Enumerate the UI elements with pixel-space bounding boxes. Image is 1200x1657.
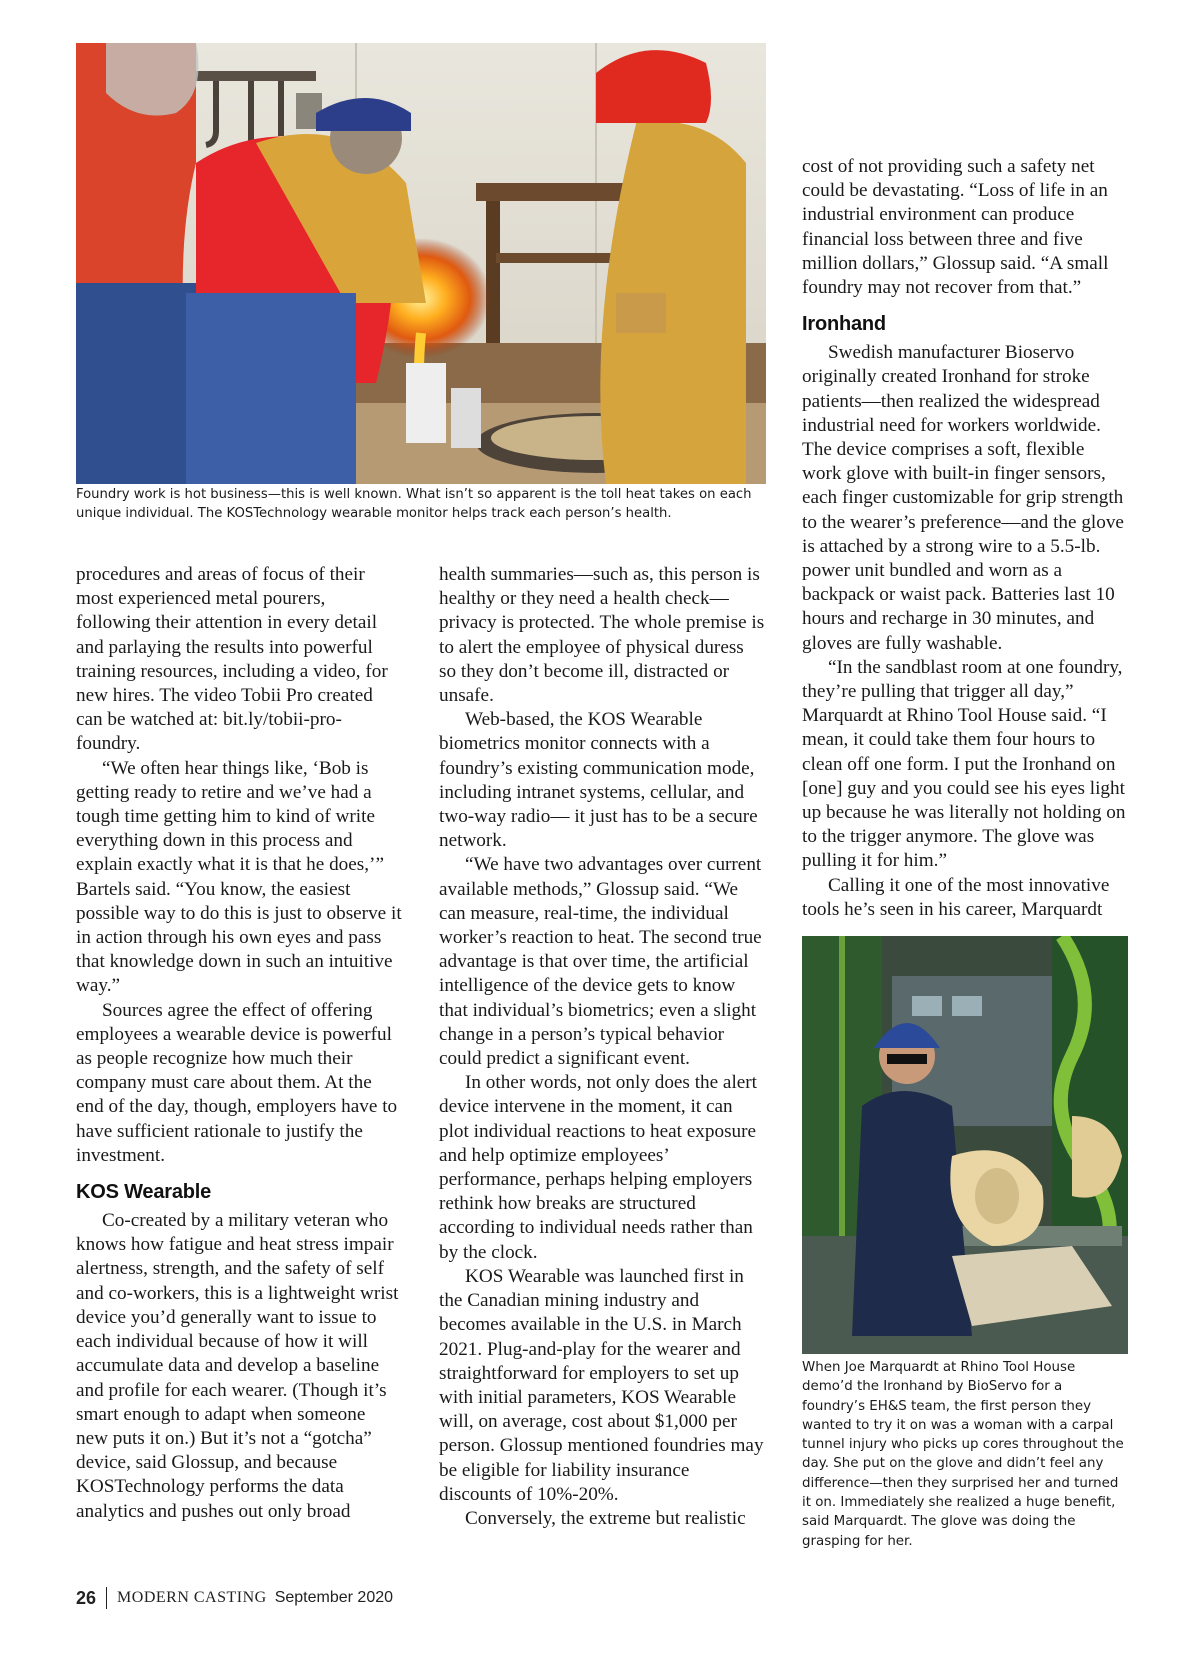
footer-divider <box>106 1587 107 1609</box>
paragraph: Calling it one of the most innovative tools he’s seen in his career, Marquardt <box>802 874 1110 920</box>
paragraph: Swedish manufacturer Bioservo originally created Ironhand for stroke patients—then realized the widespread industrial need for workers worldwide. The device comprises a soft, flexible work glove with built-in finger sensors, each finger customizable for grip strength to the wearer’s preference—and the glove is attached by a strong wire to a 5.5-lb. power unit bundled and worn as a backpack or waist pack. Batteries last 10 hours and recharge in 30 minutes, and gloves are fully washable. <box>802 342 1124 654</box>
paragraph: “In the sandblast room at one foundry, they’re pulling that trigger all day,” Marquardt at Rhino Tool House said. “I mean, it could take them four hours to clean off one form. I put the Ironhand on [one] guy and you could see his eyes light up because he was literally not holding on to the trigger anymore. The glove was pulling it for him.” <box>802 656 1126 872</box>
top-photo-caption: Foundry work is hot business—this is well known. What isn’t so apparent is the toll heat takes on each unique individual. The KOSTechnology wearable monitor helps track each person’s health. <box>76 487 752 521</box>
page-footer <box>76 1587 393 1609</box>
paragraph: procedures and areas of focus of their most experienced metal pourers, following their attention in every detail and parlaying the results into powerful training resources, including a video, for new hires. The video Tobii Pro created can be watched at: bit.ly/tobii-pro-foundry. <box>76 564 388 755</box>
paragraph: Sources agree the effect of offering employees a wearable device is powerful as people recognize how much their company must care about them. At the end of the day, though, employers have to have sufficient rationale to justify the investment. <box>76 999 398 1166</box>
issue-date: September 2020 <box>274 1589 394 1606</box>
column-1 <box>76 563 402 1524</box>
paragraph: “We have two advantages over current available methods,” Glossup said. “We can measure, real-time, the individual worker’s reaction to heat. The second true advantage is that over time, the artificial intelligence of the device gets to know that individual’s biometrics; even a slight change in a person’s typical behavior could predict a significant event. <box>439 854 762 1070</box>
paragraph: In other words, not only does the alert device intervene in the moment, it can plot individual reactions to heat exposure and help optimize employees’ performance, perhaps helping employers rethink how breaks are structured according to individual needs rather than by the clock. <box>439 1072 758 1263</box>
section-heading-kos-wearable: KOS Wearable <box>76 1181 212 1204</box>
right-photo-caption: When Joe Marquardt at Rhino Tool House demo’d the Ironhand by BioServo for a foundry’s EH&S team, the first person they wanted to try it on was a woman with a carpal tunnel injury who picks up cores throughout the day. She put on the glove and didn’t feel any difference—then they surprised her and turned it on. Immediately she realized a huge benefit, said Marquardt. The glove was doing the grasping for her. <box>802 1360 1124 1549</box>
column-2 <box>439 563 765 1531</box>
ironhand-photo <box>802 936 1128 1354</box>
magazine-name: MODERN CASTING <box>117 1589 267 1606</box>
paragraph: Co-created by a military veteran who knows how fatigue and heat stress impair alertness, strength, and the safety of self and co-workers, this is a lightweight wrist device you’d generally want to issue to each individual because of how it will accumulate data and develop a baseline and profile for each wearer. (Though it’s smart enough to adapt when someone new puts it on.) But it’s not a “gotcha” device, said Glossup, and because KOSTechnology performs the data analytics and pushes out only broad <box>76 1210 399 1522</box>
paragraph: Web-based, the KOS Wearable biometrics monitor connects with a foundry’s existing communication mode, including intranet systems, cellular, and two-way radio— it just has to be a secure network. <box>439 709 758 852</box>
paragraph: Conversely, the extreme but realistic <box>465 1507 746 1529</box>
foundry-photo <box>76 43 766 484</box>
section-heading-ironhand: Ironhand <box>802 313 886 336</box>
paragraph: cost of not providing such a safety net could be devastating. “Loss of life in an industrial environment can produce financial loss between three and five million dollars,” Glossup said. “A small foundry may not recover from that.” <box>802 156 1109 299</box>
column-3 <box>802 155 1128 922</box>
page-number: 26 <box>76 1587 97 1608</box>
paragraph: KOS Wearable was launched first in the Canadian mining industry and becomes available in the U.S. in March 2021. Plug-and-play for the wearer and straightforward for employers to set up with initial parameters, KOS Wearable will, on average, cost about $1,000 per person. Glossup mentioned foundries may be eligible for liability insurance discounts of 10%-20%. <box>439 1265 764 1505</box>
paragraph: health summaries—such as, this person is healthy or they need a health check—privacy is protected. The whole premise is to alert the employee of physical duress so they don’t become ill, distracted or unsafe. <box>439 564 765 707</box>
paragraph: “We often hear things like, ‘Bob is getting ready to retire and we’ve had a tough time getting him to kind of write everything down in this process and explain exactly what it is that he does,’” Bartels said. “You know, the easiest possible way to do this is just to observe it in action through his own eyes and pass that knowledge down in such an intuitive way.” <box>76 757 402 997</box>
